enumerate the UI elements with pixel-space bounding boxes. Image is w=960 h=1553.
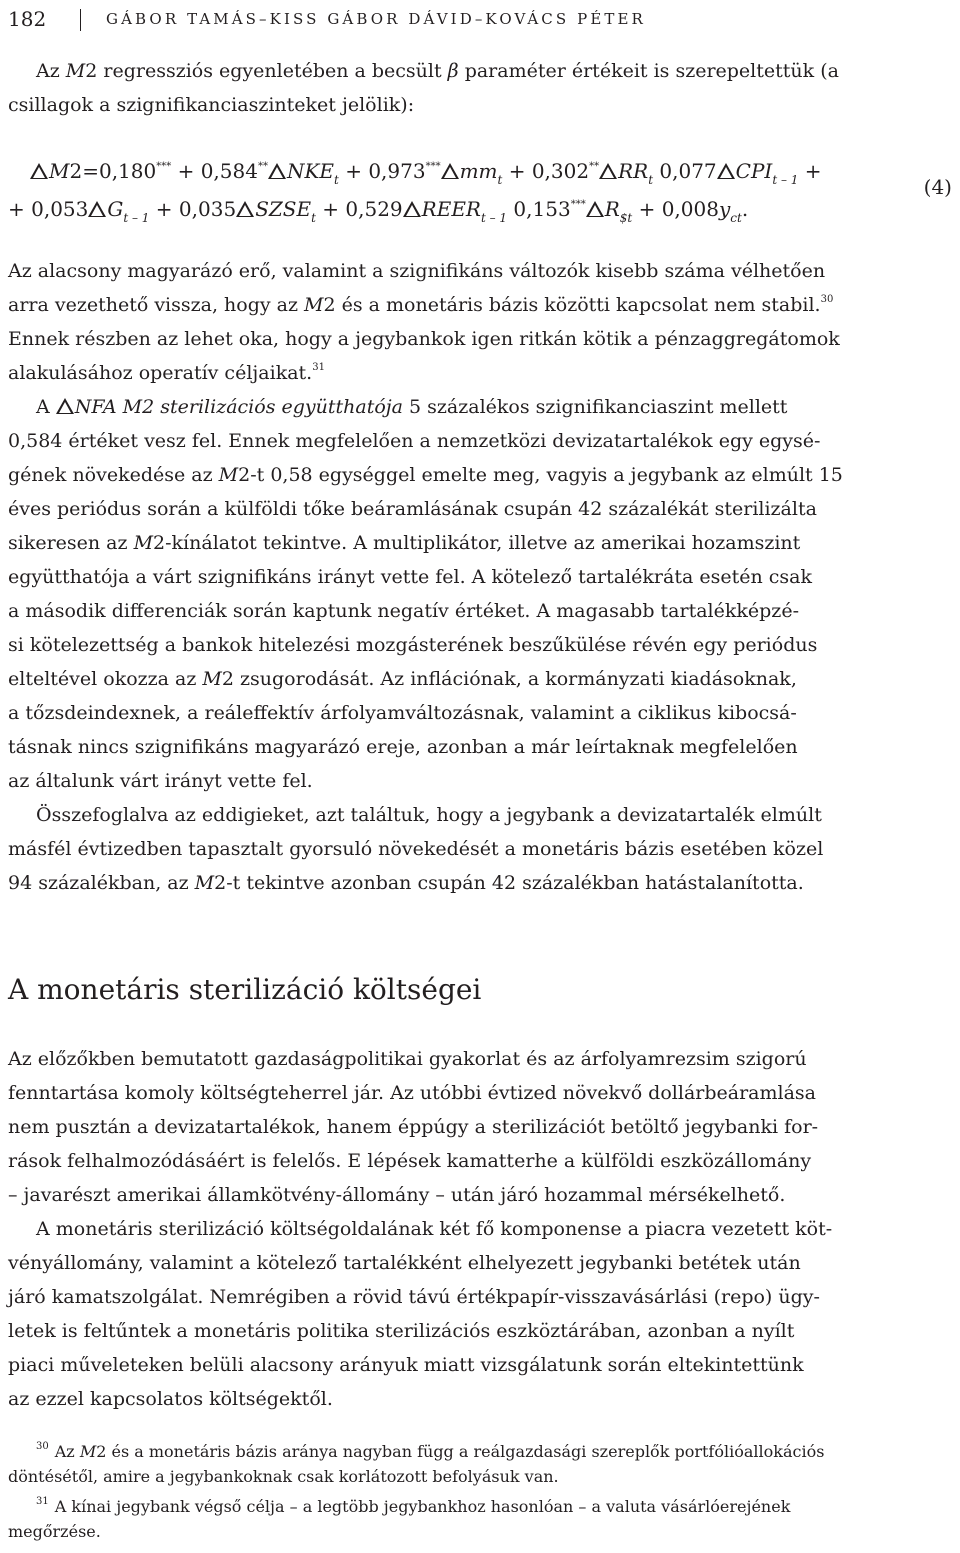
delta-icon	[599, 163, 617, 179]
page-number: 182	[8, 7, 47, 31]
paragraph-summary: Összefoglalva az eddigieket, azt találtuk, hogy a jegybank a devizatartalék elmúlt másfél évtizedben tapasztalt gyorsuló növekedését a monetáris bázis esetében közel 94 százalékban, az M2-t tekintve azonban csupán 42 százalékban hatástalanította.	[8, 804, 824, 894]
results-discussion	[8, 254, 952, 900]
delta-icon	[403, 201, 421, 217]
header-divider	[80, 9, 81, 31]
section-body	[8, 1042, 952, 1416]
equation-line-1: M2=0,180*** + 0,584** $NKE_t + 0,973^{***}$ $mm_t + 0,302^{**}$ $RR_t$ 0,077 $CPI_{t - 1}$ +	[30, 152, 822, 195]
paragraph-cost-burden: Az előzőkben bemutatott gazdaságpolitikai gyakorlat és az árfolyamrezsim szigorú fenntartása komoly költségteherrel jár. Az utóbbi évtized növekvő dollárbeáramlása nem pusztán a devizatartalékok, hanem éppúgy a sterilizációt betöltő jegybanki for- rások felhalmozódásáért is felelős. E lépések kamatterhe a külföldi eszközállomány – javarészt amerikai államkötvény-állomány – után járó hozammal mérsékelhető.	[8, 1048, 819, 1206]
running-head-authors: GÁBOR TAMÁS–KISS GÁBOR DÁVID–KOVÁCS PÉTER	[106, 10, 646, 28]
paragraph-stability: Az alacsony magyarázó erő, valamint a szignifikáns változók kisebb száma vélhetően arra vezethető vissza, hogy az M2 és a monetáris bázis közötti kapcsolat nem stabil.$^{30}$ Ennek részben az lehet oka, hogy a jegybankok igen ritkán kötik a pénzaggregátomok alakulásához operatív céljaikat.$^{31}$	[8, 260, 840, 384]
footnote-30: $^{30}$ Az M2 és a monetáris bázis aránya nagyban függ a reálgazdasági szereplők portfólióallokációs döntésétől, amire a jegybankoknak csak korlátozott befolyásuk van.	[8, 1441, 825, 1486]
delta-icon	[56, 398, 74, 414]
beta-symbol: β	[447, 60, 459, 82]
paragraph-nfa-coefficient: A NFA M2 sterilizációs együtthatója 5 százalékos szignifikanciaszint mellett 0,584 értéket vesz fel. Ennek megfelelően a nemzetközi devizatartalékok egy egysé- gének növekedése az M2-t 0,58 egységgel emelte meg, vagyis a jegybank az elmúlt 15 éves periódus során a külföldi tőke beáramlásának csupán 42 százalékát sterilizálta sikeresen az M2-kínálatot tekintve. A multiplikátor, illetve az amerikai hozamszint együtthatója a várt szignifikáns irányt vette fel. A kötelező tartalékráta esetén csak a második differenciák során kaptunk negatív értéket. A magasabb tartalékképzé- si kötelezettség a bankok hitelezési mozgásterének beszűkülése révén egy periódus elteltével okozza az M2 zsugorodását. Az inflációnak, a kormányzati kiadásoknak, a tőzsdeindexnek, a reáleffektív árfolyamváltozásnak, valamint a ciklikus kibocsá- tásnak nincs szignifikáns magyarázó ereje, azonban a már leírtaknak megfelelően az általunk várt irányt vette fel.	[8, 396, 843, 792]
equation-number: (4)	[923, 175, 952, 199]
equation-line-2: + 0,053 $G_{t - 1} + 0,035$ $SZSE_t + 0,529$ $REER_{t - 1}$ 0,153*** $R_{\$t} + 0,008y_{ct}$.	[8, 197, 749, 225]
footnotes	[8, 1434, 952, 1544]
delta-icon	[717, 163, 735, 179]
footnote-ref-30[interactable]: 30	[820, 294, 834, 305]
footnote-31: $^{31}$ A kínai jegybank végső célja – a legtöbb jegybankhoz hasonlóan – a valuta vásárlóerejének megőrzése.	[8, 1496, 791, 1541]
intro-paragraph-block	[8, 54, 952, 122]
delta-icon	[441, 163, 459, 179]
paragraph-cost-components: A monetáris sterilizáció költségoldalának két fő komponense a piacra vezetett köt- vényállomány, valamint a kötelező tartalékként elhelyezett jegybanki betétek után járó kamatszolgálat. Nemrégiben a rövid távú értékpapír-visszavásárlási (repo) ügy- letek is feltűntek a monetáris politika sterilizációs eszköztárában, azonban a nyílt piaci műveleteken belüli alacsony arányuk miatt vizsgálatunk során eltekintettünk az ezzel kapcsolatos költségektől.	[8, 1218, 833, 1410]
section-heading: A monetáris sterilizáció költségei	[8, 973, 482, 1006]
equation-4	[8, 152, 952, 230]
delta-icon	[586, 201, 604, 217]
footnote-number: 30	[36, 1441, 49, 1452]
footnote-ref-31[interactable]: 31	[312, 362, 325, 373]
delta-icon	[88, 201, 106, 217]
footnote-number: 31	[36, 1496, 49, 1507]
delta-icon	[236, 201, 254, 217]
intro-paragraph: Az M2 regressziós egyenletében a becsült β paraméter értékeit is szerepeltettük (a csillagok a szignifikanciaszinteket jelölik):	[8, 60, 839, 116]
running-head	[8, 6, 952, 32]
delta-icon	[30, 163, 48, 179]
delta-icon	[268, 163, 286, 179]
